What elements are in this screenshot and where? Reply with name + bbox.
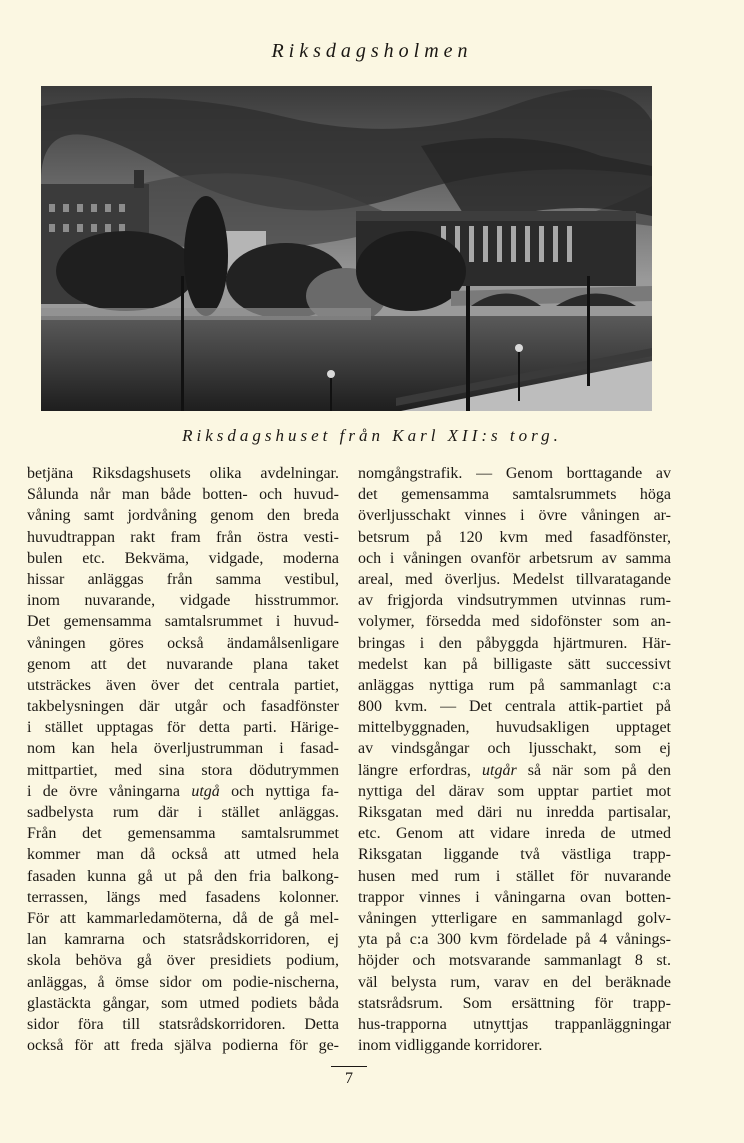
caption-word: torg. [509, 426, 562, 445]
text-line: hus-trapporna utnyttjas trappanläggningar [358, 1015, 671, 1033]
text-line: Riksgatan med däri nu inredda partisalar, [358, 804, 671, 821]
caption-word: Karl [392, 426, 440, 445]
text-line: höjder och motsvarande sammanlagt 8 st. [358, 952, 671, 970]
text-line: Det gemensamma samtalsrummet i huvud- [27, 613, 339, 631]
text-line: trappor vinnes i våningarna ovan botten- [358, 888, 671, 906]
text-line: utsträckes även över det centrala partiet, [27, 676, 339, 694]
text-line: väl belysta rum, varav en del beräknade [358, 973, 671, 991]
text-segment: och nyttiga fa- [219, 782, 339, 800]
text-line-with-italic [27, 781, 339, 802]
text-line: nomgångstrafik. — Genom borttagande av [358, 465, 671, 482]
text-line: våningen göres också ändamålsenligare [27, 634, 339, 652]
figure-caption [0, 426, 744, 446]
text-line: nyttiga del därav som upptar partiet mot [358, 782, 671, 800]
text-line: huvudtrappan rakt fram från östra vesti- [27, 528, 339, 546]
text-line: inom vidliggande korridorer. [358, 1037, 543, 1055]
caption-word: från [339, 426, 384, 445]
text-line: sadbelysta rum där i stället anläggas. [27, 804, 339, 821]
text-line: nom kan hela överljustrumman i fasad- [27, 740, 339, 758]
text-segment: längre erfordras, [358, 761, 482, 779]
text-line: För att kammarledamöterna, då de gå mel- [27, 909, 339, 927]
text-line: anläggas, å ömse sidor om podie-nischerna, [27, 973, 339, 991]
text-line: bulen etc. Bekväma, vidgade, moderna [27, 549, 339, 567]
text-line: volymer, försedda med sidofönster som an- [358, 613, 671, 631]
text-line: det gemensamma samtalsrummets höga [358, 486, 671, 504]
text-line: mittpartiet, med sina stora dödutrymmen [27, 761, 339, 779]
text-line: betjäna Riksdagshusets olika avdelningar. [27, 465, 339, 482]
text-line: skola behöva gå över presidiets podium, [27, 952, 339, 970]
text-line: etc. Genom att vidare inreda de utmed [358, 825, 671, 843]
text-line: Riksgatan liggande två västliga trapp- [358, 846, 671, 864]
page-number: 7 [345, 1070, 353, 1087]
text-line: areal, med överljus. Medelst tillvaratagande [358, 570, 671, 588]
text-segment: så när som på den [516, 761, 671, 779]
text-line: av vindsgångar och ljusschakt, som ej [358, 740, 671, 758]
text-line: takbelysningen där utgår och fasadfönster [27, 698, 339, 716]
text-line: husen med rum i stället för nuvarande [358, 867, 671, 885]
text-line: och i våningen ovanför arbetsrum av samma [358, 549, 671, 567]
caption-word: Riksdagshuset [182, 426, 332, 445]
right-text-column [358, 463, 671, 1056]
text-line: inom nuvarande, vidgade hisstrummor. [27, 592, 339, 610]
text-line: glastäckta gångar, som utmed podiets båda [27, 994, 339, 1012]
text-line: våning samt jordvåning genom den breda [27, 507, 339, 525]
text-line: 800 kvm. — Det centrala attik-partiet på [358, 698, 671, 716]
riksdag-photograph [41, 86, 652, 411]
left-text-column [27, 463, 339, 1056]
text-line: terrassen, längs med fasadens kolonner. [27, 888, 339, 906]
text-line: lan kamrarna och statsrådskorridoren, ej [27, 931, 339, 949]
text-segment: i de övre våningarna [27, 782, 192, 800]
italic-word: utgår [482, 761, 517, 779]
text-line: också för att freda själva podierna för ge- [27, 1037, 339, 1055]
text-line: mittelbyggnaden, huvudsakligen upptaget [358, 719, 671, 737]
text-line: medelst kan på billigaste sätt successivt [358, 655, 671, 673]
text-line: våningen ytterligare en sammanlagd golv- [358, 909, 671, 927]
text-line: fasaden kunna gå ut på den fria balkong- [27, 867, 339, 885]
text-line: sidor föra till statsrådskorridoren. Detta [27, 1015, 339, 1033]
caption-word: XII:s [447, 426, 502, 445]
text-line: statsrådsrum. Som ersättning för trapp- [358, 994, 671, 1012]
text-line: genom att det nuvarande plana taket [27, 655, 339, 673]
photo-illustration [41, 86, 652, 411]
text-line-with-italic [358, 760, 671, 781]
italic-word: utgå [191, 782, 220, 800]
text-line: i stället upptagas för detta parti. Härige- [27, 719, 339, 737]
text-line: kommer man då också att utmed hela [27, 846, 339, 864]
text-line: anläggas nyttiga rum på sammanlagt c:a [358, 676, 671, 694]
page-number-rule [331, 1066, 367, 1067]
text-line: Från det gemensamma samtalsrummet [27, 825, 339, 843]
text-line: överljusschakt vinnes i övre våningen ar- [358, 507, 671, 525]
running-head: Riksdagsholmen [271, 40, 473, 62]
text-line: Sålunda når man både botten- och huvud- [27, 486, 339, 504]
text-line: av frigjorda vindsutrymmen utvinnas rum- [358, 592, 671, 610]
text-line: bringas i den påbyggda hjärtmuren. Här- [358, 634, 671, 652]
text-line: yta på c:a 300 kvm fördelade på 4 vånings- [358, 931, 671, 949]
text-line: hissar anläggas från samma vestibul, [27, 570, 339, 588]
text-line: betsrum på 120 kvm med fasadfönster, [358, 528, 671, 546]
